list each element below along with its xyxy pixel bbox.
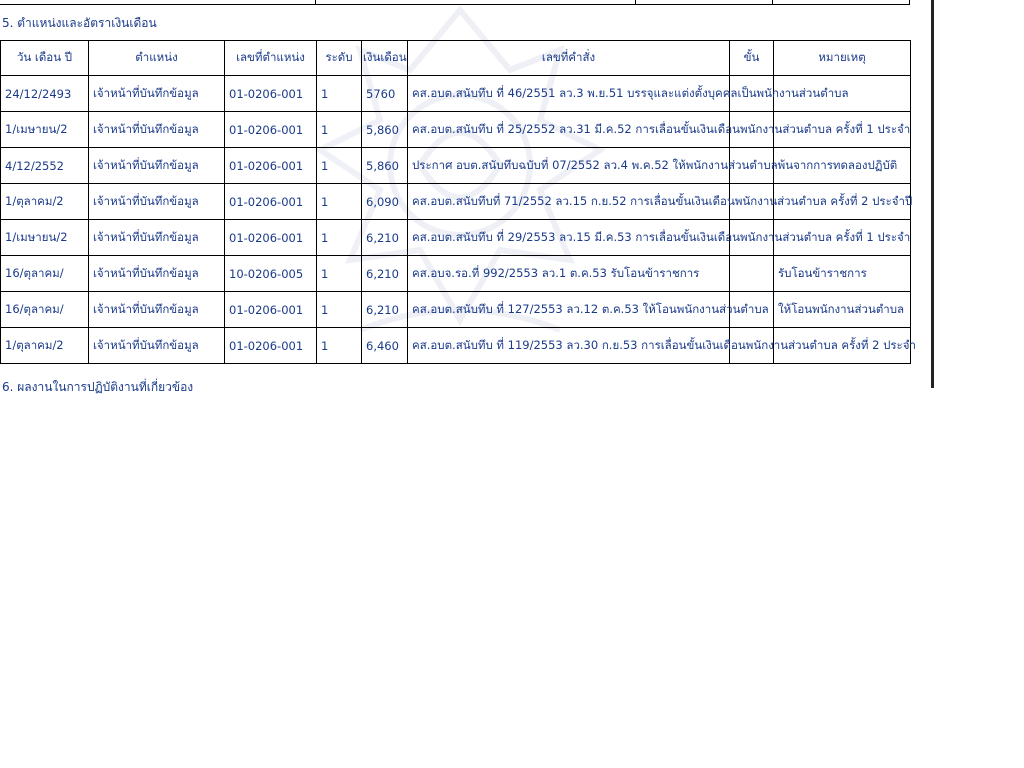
cell-position-no: 01-0206-001 — [225, 328, 317, 364]
cell-order — [408, 148, 898, 184]
cell-position: เจ้าหน้าที่บันทึกข้อมูล — [89, 184, 225, 220]
order-text: คส.อบจ.รอ.ที่ 992/2553 ลว.1 ต.ค.53 รับโอนข้าราชการ — [412, 265, 700, 280]
cell-order — [408, 76, 849, 112]
cell-order — [408, 328, 916, 364]
cell-date: 4/12/2552 — [1, 148, 89, 184]
cell-level: 1 — [317, 148, 362, 184]
table-row — [1, 220, 911, 256]
salary-table — [0, 40, 916, 364]
cell-step — [730, 256, 774, 292]
cell-date: 1/เมษายน/2 — [1, 112, 89, 148]
cell-level: 1 — [317, 220, 362, 256]
cell-order — [408, 292, 769, 328]
order-text: คส.อบต.สนับทึบ ที่ 127/2553 ลว.12 ต.ค.53 ให้โอนพนักงานส่วนตำบล — [412, 301, 769, 316]
cell-position-no: 01-0206-001 — [225, 76, 317, 112]
table-row — [1, 256, 911, 292]
table-row — [1, 76, 911, 112]
cell-salary: 5760 — [362, 76, 408, 112]
table-row — [1, 292, 911, 328]
cell-order — [408, 220, 911, 256]
next-section-title: 6. ผลงานในการปฏิบัติงานที่เกี่ยวข้อง — [2, 380, 194, 394]
cell-remark: รับโอนข้าราชการ — [774, 256, 911, 292]
previous-table-fragment — [0, 0, 910, 5]
cell-salary: 6,460 — [362, 328, 408, 364]
cell-position: เจ้าหน้าที่บันทึกข้อมูล — [89, 148, 225, 184]
header-salary: เงินเดือน — [362, 41, 408, 76]
cell-salary: 6,090 — [362, 184, 408, 220]
cell-date: 1/เมษายน/2 — [1, 220, 89, 256]
cell-position-no: 01-0206-001 — [225, 112, 317, 148]
cell-order — [408, 256, 730, 292]
table-header-row — [1, 41, 911, 76]
cell-position-no: 01-0206-001 — [225, 292, 317, 328]
header-step: ขั้น — [730, 41, 774, 76]
cell-date: 16/ตุลาคม/ — [1, 256, 89, 292]
cell-position: เจ้าหน้าที่บันทึกข้อมูล — [89, 76, 225, 112]
cell-position-no: 10-0206-005 — [225, 256, 317, 292]
cell-position: เจ้าหน้าที่บันทึกข้อมูล — [89, 220, 225, 256]
cell-level: 1 — [317, 328, 362, 364]
cell-position: เจ้าหน้าที่บันทึกข้อมูล — [89, 256, 225, 292]
document-viewport[interactable] — [0, 0, 932, 394]
cell-level: 1 — [317, 292, 362, 328]
cell-level: 1 — [317, 184, 362, 220]
header-position: ตำแหน่ง — [89, 41, 225, 76]
header-remark: หมายเหตุ — [774, 41, 911, 76]
cell-position: เจ้าหน้าที่บันทึกข้อมูล — [89, 328, 225, 364]
order-text: คส.อบต.สนับทึบ ที่ 29/2553 ลว.15 มี.ค.53 การเลื่อนขั้นเงินเดือนพนักงานส่วนตำบล ครั้งที่ 1 ประจำ — [412, 229, 911, 244]
order-text: คส.อบต.สนับทึบ ที่ 25/2552 ลว.31 มี.ค.52 การเลื่อนขั้นเงินเดือนพนักงานส่วนตำบล ครั้งที่ 1 ประจำ — [412, 121, 911, 136]
cell-salary: 6,210 — [362, 256, 408, 292]
cell-date: 24/12/2493 — [1, 76, 89, 112]
table-row — [1, 148, 911, 184]
cell-level: 1 — [317, 76, 362, 112]
table-row — [1, 184, 911, 220]
table-row — [1, 328, 911, 364]
cell-date: 16/ตุลาคม/ — [1, 292, 89, 328]
cell-salary: 6,210 — [362, 292, 408, 328]
header-date: วัน เดือน ปี — [1, 41, 89, 76]
cell-date: 1/ตุลาคม/2 — [1, 184, 89, 220]
table-row — [1, 112, 911, 148]
header-position-no: เลขที่ตำแหน่ง — [225, 41, 317, 76]
cell-salary: 6,210 — [362, 220, 408, 256]
order-text: คส.อบต.สนับทึบ ที่ 46/2551 ลว.3 พ.ย.51 บรรจุและแต่งตั้งบุคคลเป็นพนักงานส่วนตำบล — [412, 85, 849, 100]
cell-salary: 5,860 — [362, 148, 408, 184]
cell-salary: 5,860 — [362, 112, 408, 148]
cell-level: 1 — [317, 256, 362, 292]
cell-position-no: 01-0206-001 — [225, 184, 317, 220]
header-order: เลขที่คำสั่ง — [408, 41, 730, 76]
cell-date: 1/ตุลาคม/2 — [1, 328, 89, 364]
cell-order — [408, 184, 913, 220]
order-text: ประกาศ อบต.สนับทึบฉบับที่ 07/2552 ลว.4 พ.ค.52 ให้พนักงานส่วนตำบลพ้นจากการทดลองปฏิบัติ — [412, 157, 898, 172]
order-text: คส.อบต.สนับทึบ ที่ 119/2553 ลว.30 ก.ย.53 การเลื่อนขั้นเงินเดือนพนักงานส่วนตำบล ครั้งที่ 2 ประจำ — [412, 337, 916, 352]
cell-level: 1 — [317, 112, 362, 148]
order-text: คส.อบต.สนับทึบที่ 71/2552 ลว.15 ก.ย.52 การเลื่อนขั้นเงินเดือนพนักงานส่วนตำบล ครั้งที่ 2 ประจำปี — [412, 193, 913, 208]
cell-order — [408, 112, 911, 148]
page-frame-border — [931, 0, 934, 388]
cell-position-no: 01-0206-001 — [225, 148, 317, 184]
cell-position: เจ้าหน้าที่บันทึกข้อมูล — [89, 112, 225, 148]
cell-remark: ให้โอนพนักงานส่วนตำบล — [774, 292, 911, 328]
cell-position: เจ้าหน้าที่บันทึกข้อมูล — [89, 292, 225, 328]
section-title: 5. ตำแหน่งและอัตราเงินเดือน — [2, 16, 157, 30]
header-level: ระดับ — [317, 41, 362, 76]
cell-position-no: 01-0206-001 — [225, 220, 317, 256]
